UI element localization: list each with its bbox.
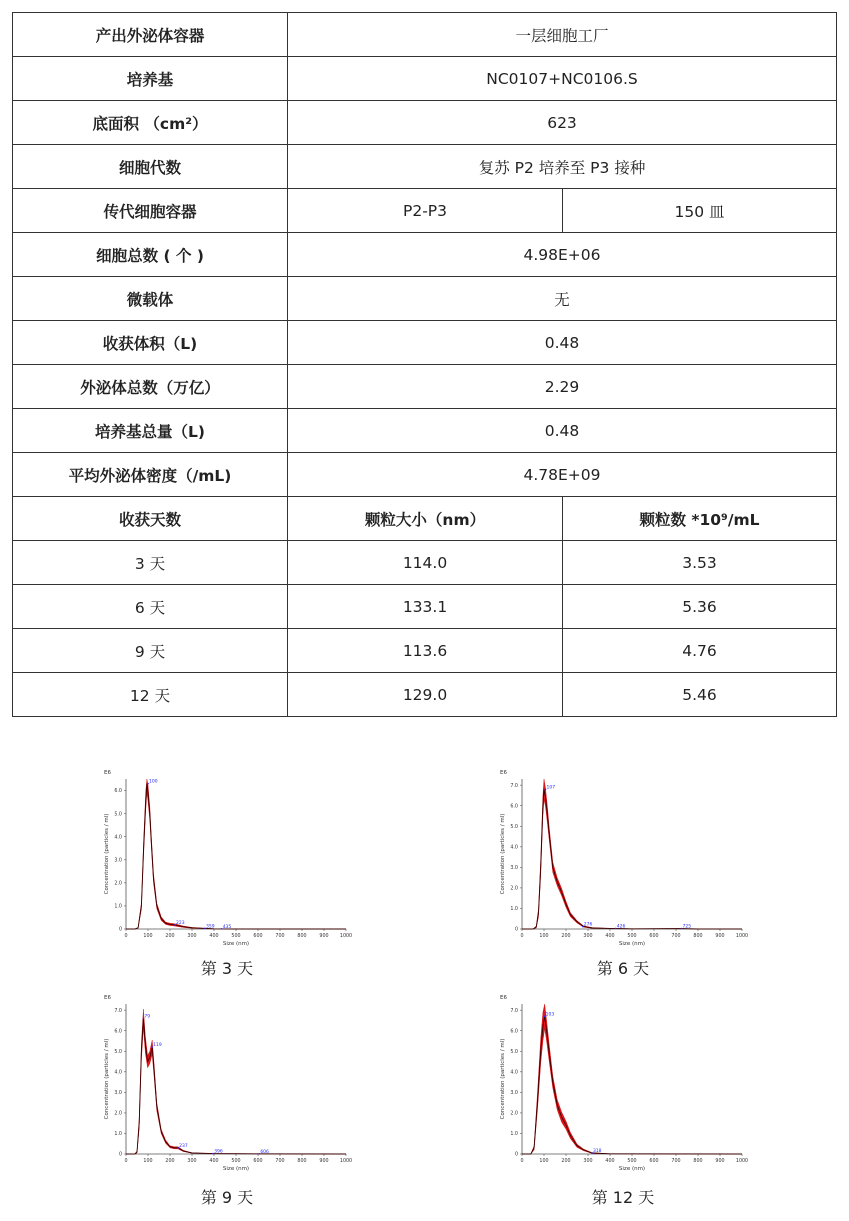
harvest-count: 3.53	[563, 541, 837, 585]
table-row	[13, 277, 837, 321]
x-tick-label: 200	[165, 934, 175, 939]
chart-plot	[500, 770, 748, 947]
x-tick-label: 800	[693, 1159, 703, 1164]
harvest-row	[13, 585, 837, 629]
table-row	[13, 145, 837, 189]
harvest-day: 12 天	[13, 673, 288, 717]
table-row	[13, 409, 837, 453]
x-tick-label: 400	[209, 1159, 219, 1164]
nta-chart-day12	[496, 990, 816, 1190]
harvest-header-row	[13, 497, 837, 541]
nta-chart-day3	[100, 765, 420, 965]
y-tick-label: 7.0	[510, 783, 518, 789]
row-value: 复苏 P2 培养至 P3 接种	[288, 145, 837, 189]
x-tick-label: 500	[231, 934, 241, 939]
y-tick-label: 7.0	[510, 1008, 518, 1014]
x-tick-label: 700	[275, 1159, 285, 1164]
row-value: 623	[288, 101, 837, 145]
row-label: 培养基	[13, 57, 288, 101]
y-tick-label: 2.0	[114, 1111, 122, 1117]
peak-label: 107	[546, 785, 556, 791]
y-tick-label: 0	[118, 927, 122, 933]
x-tick-label: 300	[583, 934, 593, 939]
x-axis-label: Size (nm)	[618, 941, 646, 947]
exponent-label: E6	[500, 995, 507, 1001]
y-tick-label: 0	[118, 1152, 122, 1158]
x-tick-label: 400	[605, 1159, 615, 1164]
x-tick-label: 200	[165, 1159, 175, 1164]
y-axis-label: Concentration (particles / ml)	[104, 1038, 110, 1120]
x-tick-label: 0	[124, 1159, 128, 1164]
x-tick-label: 200	[561, 1159, 571, 1164]
x-tick-label: 900	[715, 934, 725, 939]
exponent-label: E6	[500, 770, 507, 776]
x-tick-label: 900	[319, 1159, 329, 1164]
x-tick-label: 0	[520, 934, 524, 939]
row-label: 平均外泌体密度（/mL)	[13, 453, 288, 497]
column-header-size: 颗粒大小（nm）	[288, 497, 563, 541]
harvest-day: 3 天	[13, 541, 288, 585]
error-band	[126, 779, 346, 929]
column-header-day: 收获天数	[13, 497, 288, 541]
y-axis-label: Concentration (particles / ml)	[500, 813, 506, 895]
x-tick-label: 600	[253, 1159, 263, 1164]
column-header-count: 颗粒数 *10⁹/mL	[563, 497, 837, 541]
error-band	[522, 779, 742, 929]
harvest-day: 6 天	[13, 585, 288, 629]
chart-svg	[496, 990, 816, 1180]
table-row	[13, 233, 837, 277]
y-tick-label: 5.0	[510, 1049, 518, 1055]
y-tick-label: 0	[514, 927, 518, 933]
table-row	[13, 365, 837, 409]
y-tick-label: 3.0	[510, 866, 518, 872]
row-value: 0.48	[288, 409, 837, 453]
peak-label: 223	[176, 920, 185, 926]
peak-label: 119	[153, 1043, 162, 1049]
table-row	[13, 453, 837, 497]
harvest-size: 113.6	[288, 629, 563, 673]
row-label: 传代细胞容器	[13, 189, 288, 233]
series-line	[126, 1018, 346, 1154]
chart-plot	[104, 995, 352, 1172]
x-tick-label: 1000	[339, 934, 353, 939]
x-tick-label: 1000	[735, 1159, 749, 1164]
peak-label: 606	[260, 1149, 269, 1155]
x-tick-label: 500	[627, 934, 637, 939]
chart-svg	[496, 765, 816, 955]
row-label: 细胞总数 ( 个 )	[13, 233, 288, 277]
peak-label: 276	[583, 922, 593, 928]
table-row	[13, 189, 837, 233]
x-axis-label: Size (nm)	[222, 941, 250, 947]
x-tick-label: 400	[209, 934, 219, 939]
y-tick-label: 4.0	[510, 845, 518, 851]
x-tick-label: 700	[671, 934, 681, 939]
peak-label: 103	[545, 1012, 555, 1018]
row-value-secondary: 150 皿	[563, 189, 837, 233]
row-value: 0.48	[288, 321, 837, 365]
row-label: 微载体	[13, 277, 288, 321]
row-value: 无	[288, 277, 837, 321]
chart-plot	[500, 995, 748, 1172]
row-label: 培养基总量（L)	[13, 409, 288, 453]
x-tick-label: 300	[583, 1159, 593, 1164]
error-band	[126, 1009, 346, 1154]
row-value: P2-P3	[288, 189, 563, 233]
harvest-count: 4.76	[563, 629, 837, 673]
y-tick-label: 6.0	[114, 789, 122, 795]
series-line	[126, 784, 346, 929]
x-tick-label: 1000	[339, 1159, 353, 1164]
x-tick-label: 0	[124, 934, 128, 939]
y-tick-label: 0	[514, 1152, 518, 1158]
x-tick-label: 800	[693, 934, 703, 939]
peak-label: 435	[222, 924, 232, 930]
harvest-row	[13, 673, 837, 717]
x-axis-label: Size (nm)	[222, 1166, 250, 1172]
error-band	[522, 1004, 742, 1154]
y-tick-label: 1.0	[510, 907, 518, 913]
x-tick-label: 100	[143, 934, 153, 939]
y-tick-label: 4.0	[510, 1070, 518, 1076]
y-tick-label: 3.0	[510, 1091, 518, 1097]
x-tick-label: 600	[253, 934, 263, 939]
y-tick-label: 1.0	[114, 1132, 122, 1138]
series-line	[522, 789, 742, 929]
x-tick-label: 100	[539, 1159, 549, 1164]
exponent-label: E6	[104, 770, 111, 776]
y-tick-label: 3.0	[114, 1091, 122, 1097]
y-tick-label: 1.0	[510, 1132, 518, 1138]
harvest-row	[13, 629, 837, 673]
row-value: 4.78E+09	[288, 453, 837, 497]
chart-caption: 第 3 天	[200, 959, 254, 978]
row-label: 细胞代数	[13, 145, 288, 189]
table-row	[13, 57, 837, 101]
y-tick-label: 5.0	[114, 1049, 122, 1055]
x-tick-label: 700	[275, 934, 285, 939]
table-row	[13, 101, 837, 145]
chart-plot	[104, 770, 352, 947]
row-value: 一层细胞工厂	[288, 13, 837, 57]
x-tick-label: 900	[715, 1159, 725, 1164]
y-tick-label: 6.0	[510, 804, 518, 810]
chart-svg	[100, 765, 420, 955]
x-tick-label: 400	[605, 934, 615, 939]
nta-chart-day9	[100, 990, 420, 1190]
y-tick-label: 5.0	[510, 824, 518, 830]
peak-label: 725	[682, 924, 692, 930]
x-tick-label: 300	[187, 1159, 197, 1164]
y-tick-label: 5.0	[114, 812, 122, 818]
row-label: 底面积 （cm²）	[13, 101, 288, 145]
spec-table	[12, 12, 837, 717]
x-tick-label: 1000	[735, 934, 749, 939]
y-tick-label: 2.0	[510, 886, 518, 892]
y-tick-label: 6.0	[510, 1029, 518, 1035]
harvest-size: 129.0	[288, 673, 563, 717]
row-label: 产出外泌体容器	[13, 13, 288, 57]
row-value: 4.98E+06	[288, 233, 837, 277]
nta-chart-day6	[496, 765, 816, 965]
x-tick-label: 500	[627, 1159, 637, 1164]
x-tick-label: 800	[297, 934, 307, 939]
peak-label: 426	[616, 924, 626, 930]
y-axis-label: Concentration (particles / ml)	[500, 1038, 506, 1120]
x-tick-label: 300	[187, 934, 197, 939]
y-tick-label: 4.0	[114, 1070, 122, 1076]
x-tick-label: 700	[671, 1159, 681, 1164]
harvest-count: 5.46	[563, 673, 837, 717]
row-label: 外泌体总数（万亿）	[13, 365, 288, 409]
x-tick-label: 600	[649, 1159, 659, 1164]
harvest-day: 9 天	[13, 629, 288, 673]
x-tick-label: 800	[297, 1159, 307, 1164]
peak-label: 359	[205, 924, 215, 930]
peak-label: 100	[149, 779, 158, 785]
chart-caption: 第 6 天	[596, 959, 650, 978]
row-value: NC0107+NC0106.S	[288, 57, 837, 101]
harvest-size: 114.0	[288, 541, 563, 585]
chart-svg	[100, 990, 420, 1180]
y-tick-label: 1.0	[114, 904, 122, 910]
x-tick-label: 600	[649, 934, 659, 939]
y-tick-label: 2.0	[114, 881, 122, 887]
harvest-size: 133.1	[288, 585, 563, 629]
y-tick-label: 4.0	[114, 835, 122, 841]
peak-label: 318	[592, 1148, 602, 1154]
x-tick-label: 100	[143, 1159, 153, 1164]
y-tick-label: 3.0	[114, 858, 122, 864]
y-tick-label: 7.0	[114, 1008, 122, 1014]
exponent-label: E6	[104, 995, 111, 1001]
y-tick-label: 2.0	[510, 1111, 518, 1117]
harvest-row	[13, 541, 837, 585]
peak-label: 396	[214, 1149, 223, 1155]
row-value: 2.29	[288, 365, 837, 409]
x-tick-label: 100	[539, 934, 549, 939]
series-line	[522, 1016, 742, 1154]
x-tick-label: 0	[520, 1159, 524, 1164]
row-label: 收获体积（L)	[13, 321, 288, 365]
x-tick-label: 200	[561, 934, 571, 939]
table-row	[13, 13, 837, 57]
table-row	[13, 321, 837, 365]
chart-caption: 第 9 天	[200, 1188, 254, 1207]
x-tick-label: 500	[231, 1159, 241, 1164]
x-axis-label: Size (nm)	[618, 1166, 646, 1172]
chart-caption: 第 12 天	[591, 1188, 655, 1207]
peak-label: 237	[179, 1143, 188, 1149]
y-tick-label: 6.0	[114, 1029, 122, 1035]
y-axis-label: Concentration (particles / ml)	[104, 813, 110, 895]
peak-label: 79	[144, 1014, 151, 1020]
harvest-count: 5.36	[563, 585, 837, 629]
x-tick-label: 900	[319, 934, 329, 939]
